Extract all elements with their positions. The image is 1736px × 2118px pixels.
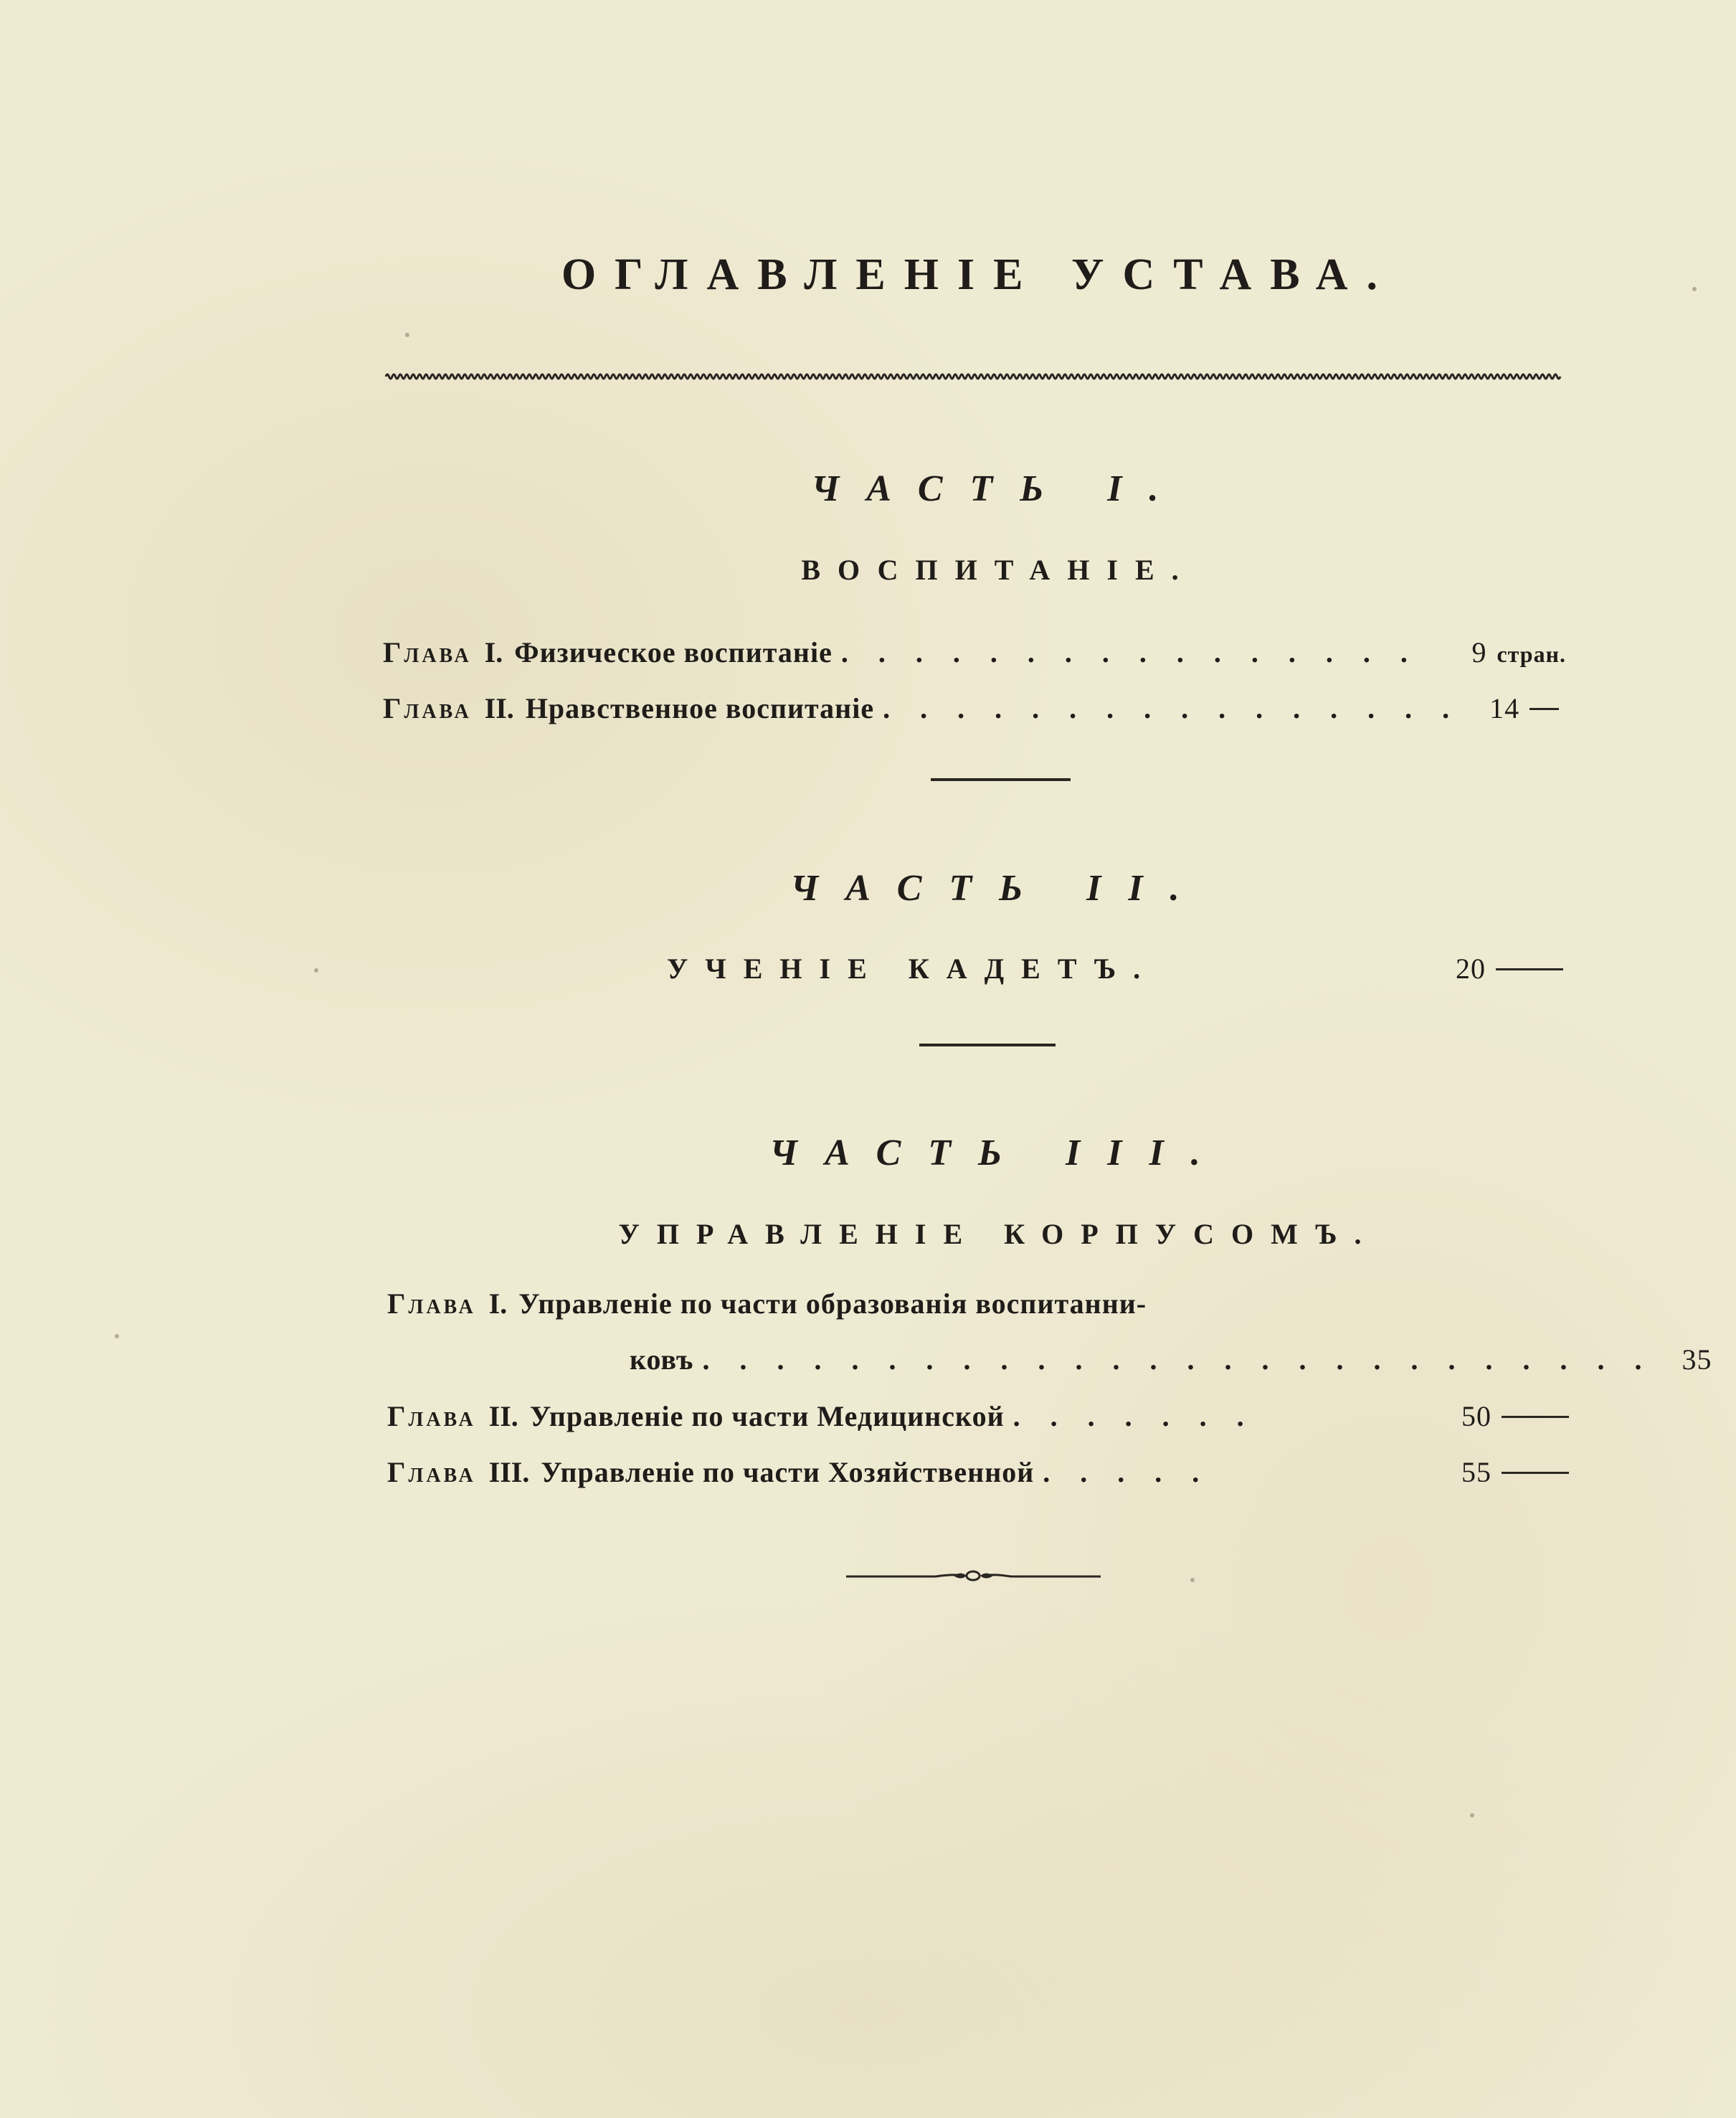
part-1-subtitle: ВОСПИТАНІЕ.: [801, 554, 1196, 586]
chapter-number: I.: [488, 1287, 508, 1320]
ditto-dash: [1502, 1472, 1569, 1474]
part-1-heading: ЧАСТЬ I.: [811, 468, 1186, 509]
chapter-number: II.: [484, 692, 514, 724]
section-rule: [919, 1044, 1056, 1046]
page-suffix: стран.: [1497, 641, 1566, 667]
part-2-subtitle: УЧЕНІЕ КАДЕТЪ.: [667, 952, 1158, 985]
page-number: 20: [1456, 952, 1486, 985]
page-number: 35: [1682, 1343, 1712, 1376]
chapter-title: Управленіе по части Хозяйственной: [541, 1456, 1035, 1488]
page-number: 14: [1489, 692, 1520, 724]
chapter-title: Управленіе по части образованія воспитанни-: [518, 1287, 1147, 1320]
toc-entry[interactable]: [387, 1456, 1569, 1489]
chapter-word: Глава: [383, 692, 472, 724]
wavy-rule: [386, 371, 1558, 382]
chapter-word: Глава: [387, 1287, 476, 1320]
paper-speck: [115, 1334, 119, 1338]
dot-leader: . . . . . . . . . . . . . . . .: [840, 636, 1419, 668]
chapter-title-continuation: ковъ: [630, 1343, 694, 1376]
paper-speck: [1692, 287, 1697, 291]
paper-speck: [1190, 1578, 1195, 1582]
page-number: 9: [1471, 636, 1487, 668]
dot-leader: . . . . . . . . . . . . . . . . . . . . . . . . . .: [702, 1343, 1654, 1376]
toc-entry[interactable]: [667, 952, 1563, 985]
part-3-heading: ЧАСТЬ III.: [769, 1133, 1228, 1173]
page-number: 55: [1461, 1456, 1491, 1488]
chapter-number: I.: [484, 636, 503, 668]
paper-speck: [314, 968, 318, 973]
section-rule: [931, 778, 1071, 781]
dot-leader: . . . . . . . . . . . . . . . .: [883, 692, 1461, 724]
ditto-dash: [1529, 708, 1559, 710]
chapter-number: II.: [488, 1400, 518, 1432]
page-number: 50: [1461, 1400, 1491, 1432]
chapter-title: Нравственное воспитаніе: [525, 692, 875, 724]
dot-leader: . . . . . . .: [1012, 1400, 1256, 1432]
chapter-word: Глава: [383, 636, 472, 668]
part-3-subtitle: УПРАВЛЕНІЕ КОРПУСОМЪ.: [618, 1218, 1379, 1250]
closing-ornament: [846, 1565, 1101, 1587]
document-title: ОГЛАВЛЕНІЕ УСТАВА.: [561, 250, 1397, 299]
chapter-title: Физическое воспитаніе: [514, 636, 833, 668]
toc-entry-continuation[interactable]: [630, 1343, 1712, 1376]
ditto-dash: [1502, 1416, 1569, 1418]
toc-entry[interactable]: [387, 1400, 1569, 1433]
ditto-dash: [1496, 968, 1563, 970]
toc-entry[interactable]: [383, 692, 1559, 725]
chapter-title: Управленіе по части Медицинской: [529, 1400, 1005, 1432]
paper-speck: [405, 333, 409, 337]
dot-leader: . . . . .: [1043, 1456, 1211, 1488]
paper-speck: [1470, 1813, 1474, 1817]
part-2-heading: ЧАСТЬ II.: [790, 868, 1207, 909]
chapter-word: Глава: [387, 1400, 476, 1432]
chapter-word: Глава: [387, 1456, 476, 1488]
toc-entry[interactable]: [387, 1287, 1578, 1320]
chapter-number: III.: [488, 1456, 530, 1488]
toc-entry[interactable]: [383, 636, 1566, 669]
